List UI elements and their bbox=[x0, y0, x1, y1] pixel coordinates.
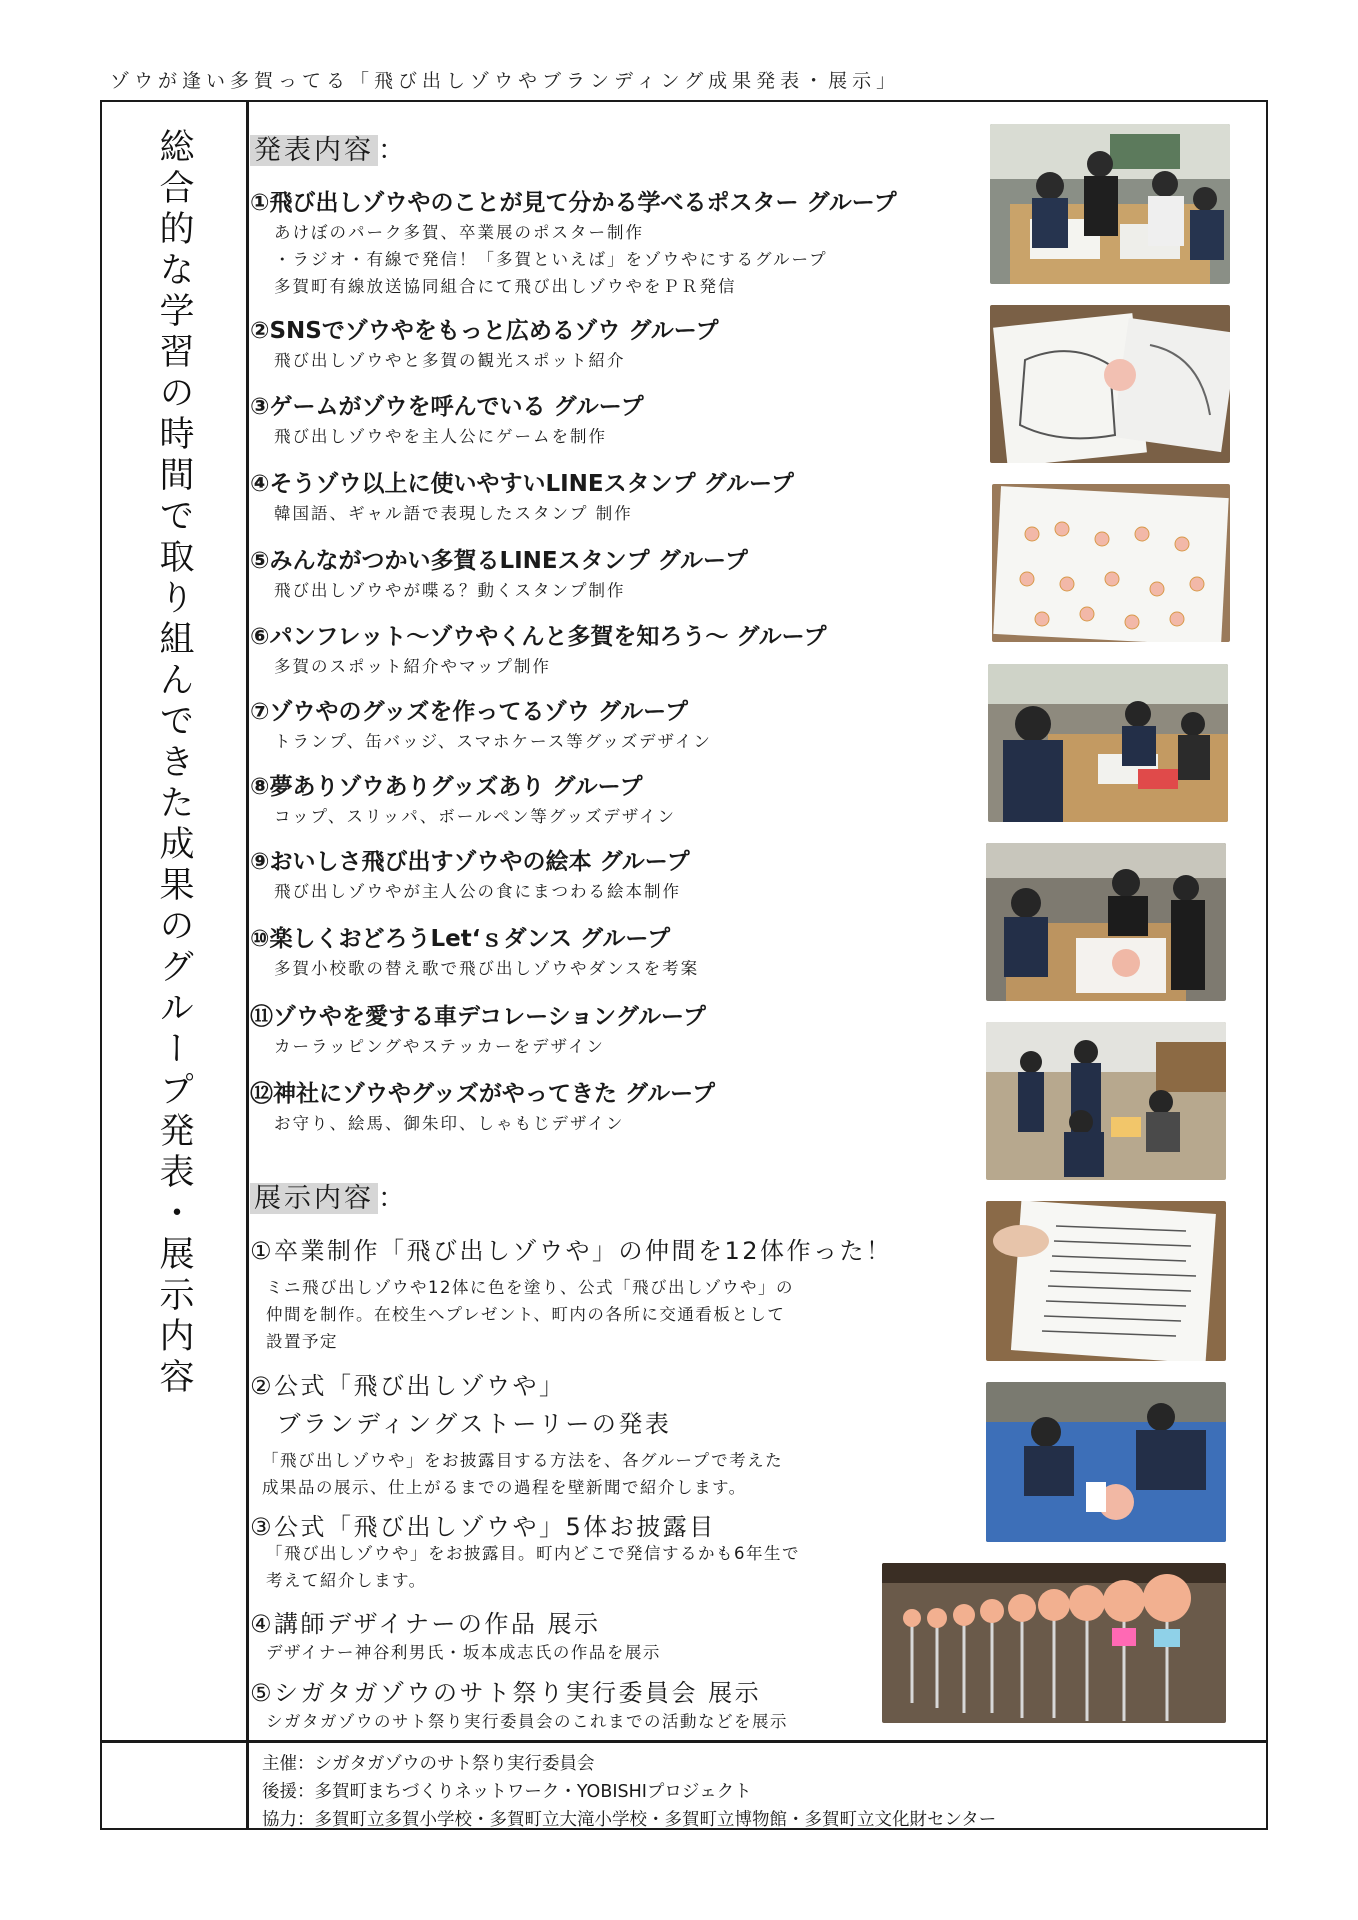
presentation-heading bbox=[250, 128, 408, 167]
item-desc: 飛び出しゾウやが喋る？動くスタンプ制作 bbox=[274, 581, 626, 600]
drawing-photo bbox=[990, 305, 1230, 463]
item-title: ⑦ゾウやのグッズを作ってるゾウ グループ bbox=[250, 699, 689, 725]
item-title: ②SNSでゾウやをもっと広めるゾウ グループ bbox=[250, 318, 719, 344]
presentation-item-5 bbox=[250, 542, 990, 604]
exhibition-item-1 bbox=[250, 1232, 990, 1355]
presentation-item-10 bbox=[250, 920, 990, 982]
floor-work-photo bbox=[986, 1382, 1226, 1542]
item-desc: お守り、絵馬、御朱印、しゃもじデザイン bbox=[274, 1114, 625, 1133]
item-desc: カーラッピングやステッカーをデザイン bbox=[274, 1037, 605, 1056]
exhibition-item-4 bbox=[250, 1605, 990, 1666]
side-title: 総合的な学習の時間で取り組んできた成果のグループ発表・展示内容 bbox=[154, 128, 194, 1399]
item-desc: 成果品の展示、仕上がるまでの過程を壁新聞で紹介します。 bbox=[262, 1478, 747, 1497]
vertical-divider bbox=[246, 100, 249, 1830]
item-desc: 韓国語、ギャル語で表現したスタンプ 制作 bbox=[274, 504, 633, 523]
item-title: ③公式「飛び出しゾウや」5体お披露目 bbox=[250, 1513, 716, 1541]
item-title: ③ゲームがゾウを呼んでいる グループ bbox=[250, 394, 644, 420]
presentation-item-3 bbox=[250, 388, 990, 450]
item-desc: 多賀町有線放送協同組合にて飛び出しゾウやをＰＲ発信 bbox=[274, 277, 737, 296]
item-desc: 「飛び出しゾウや」をお披露目する方法を、各グループで考えた bbox=[262, 1451, 784, 1470]
presentation-item-8 bbox=[250, 768, 990, 830]
exhibition-heading bbox=[250, 1176, 408, 1215]
item-desc: コップ、スリッパ、ボールペン等グッズデザイン bbox=[274, 807, 677, 826]
item-desc: ミニ飛び出しゾウや12体に色を塗り、公式「飛び出しゾウや」の bbox=[266, 1278, 794, 1297]
item-title: ②公式「飛び出しゾウや」 bbox=[250, 1372, 566, 1400]
item-desc: 飛び出しゾウやが主人公の食にまつわる絵本制作 bbox=[274, 882, 681, 901]
presentation-item-12 bbox=[250, 1075, 990, 1137]
stamp-sketch-photo bbox=[992, 484, 1230, 642]
classroom-photo-3 bbox=[986, 843, 1226, 1001]
footer-divider bbox=[100, 1740, 1268, 1743]
exhibition-item-2 bbox=[250, 1367, 990, 1501]
presentation-item-7 bbox=[250, 693, 990, 755]
exhibition-heading-colon: ： bbox=[378, 1183, 408, 1214]
item-title: ⑤みんながつかい多賀るLINEスタンプ グループ bbox=[250, 548, 748, 574]
item-desc: トランプ、缶バッジ、スマホケース等グッズデザイン bbox=[274, 732, 712, 751]
item-title: ①卒業制作「飛び出しゾウや」の仲間を12体作った！ bbox=[250, 1237, 893, 1265]
item-title: ⑧夢ありゾウありグッズあり グループ bbox=[250, 774, 643, 800]
character-signs-photo bbox=[882, 1563, 1226, 1723]
item-desc: デザイナー神谷利男氏・坂本成志氏の作品を展示 bbox=[266, 1643, 661, 1662]
classroom-photo-2 bbox=[988, 664, 1228, 822]
item-title: ④講師デザイナーの作品 展示 bbox=[250, 1610, 601, 1638]
presentation-item-2 bbox=[250, 312, 990, 374]
item-desc: 多賀のスポット紹介やマップ制作 bbox=[274, 657, 551, 676]
exhibition-item-5 bbox=[250, 1674, 990, 1735]
item-title: ④そうゾウ以上に使いやすいLINEスタンプ グループ bbox=[250, 471, 794, 497]
presentation-item-4 bbox=[250, 465, 990, 527]
footer-cooperation: 協力：多賀町立多賀小学校・多賀町立大滝小学校・多賀町立博物館・多賀町立文化財センター bbox=[262, 1810, 997, 1830]
presentation-item-6 bbox=[250, 618, 990, 680]
presentation-item-9 bbox=[250, 843, 990, 905]
footer-support: 後援：多賀町まちづくりネットワーク・YOBISHIプロジェクト bbox=[262, 1782, 752, 1802]
item-title: ⑩楽しくおどろうLet‘ｓダンス グループ bbox=[250, 926, 671, 952]
item-title: ⑫神社にゾウやグッズがやってきた グループ bbox=[250, 1081, 716, 1107]
item-title: ⑥パンフレット〜ゾウやくんと多賀を知ろう〜 グループ bbox=[250, 624, 827, 650]
item-title: ⑨おいしさ飛び出すゾウやの絵本 グループ bbox=[250, 849, 690, 875]
item-desc: 仲間を制作。在校生へプレゼント、町内の各所に交通看板として bbox=[266, 1305, 786, 1324]
item-title-line2: ブランディングストーリーの発表 bbox=[250, 1410, 672, 1438]
item-title: ⑤シガタガゾウのサト祭り実行委員会 展示 bbox=[250, 1679, 762, 1707]
item-desc: 飛び出しゾウやと多賀の観光スポット紹介 bbox=[274, 351, 626, 370]
presentation-heading-label: 発表内容 bbox=[250, 135, 378, 166]
presentation-heading-colon: ： bbox=[378, 135, 408, 166]
item-desc: ・ラジオ・有線で発信！「多賀といえば」をゾウやにするグループ bbox=[274, 250, 828, 269]
item-desc: 設置予定 bbox=[266, 1332, 338, 1351]
footer-host: 主催：シガタガゾウのサト祭り実行委員会 bbox=[262, 1754, 595, 1774]
item-title: ⑪ゾウやを愛する車デコレーショングループ bbox=[250, 1004, 706, 1030]
item-desc: シガタガゾウのサト祭り実行委員会のこれまでの活動などを展示 bbox=[266, 1712, 788, 1731]
presentation-item-1 bbox=[250, 184, 990, 300]
exhibition-heading-label: 展示内容 bbox=[250, 1183, 378, 1214]
item-desc: 「飛び出しゾウや」をお披露目。町内どこで発信するかも6年生で bbox=[266, 1544, 800, 1563]
exhibition-item-3 bbox=[250, 1508, 990, 1594]
item-desc: あけぼのパーク多賀、卒業展のポスター制作 bbox=[274, 223, 644, 242]
classroom-photo-1 bbox=[990, 124, 1230, 284]
footer bbox=[262, 1750, 996, 1834]
handwritten-notes-photo bbox=[986, 1201, 1226, 1361]
item-title: ①飛び出しゾウやのことが見て分かる学べるポスター グループ bbox=[250, 190, 897, 216]
presentation-item-11 bbox=[250, 998, 990, 1060]
item-desc: 多賀小校歌の替え歌で飛び出しゾウやダンスを考案 bbox=[274, 959, 700, 978]
page-header: ゾウが逢い多賀ってる「飛び出しゾウやブランディング成果発表・展示」 bbox=[110, 70, 901, 92]
item-desc: 飛び出しゾウやを主人公にゲームを制作 bbox=[274, 427, 607, 446]
classroom-photo-4 bbox=[986, 1022, 1226, 1180]
item-desc: 考えて紹介します。 bbox=[266, 1571, 427, 1590]
